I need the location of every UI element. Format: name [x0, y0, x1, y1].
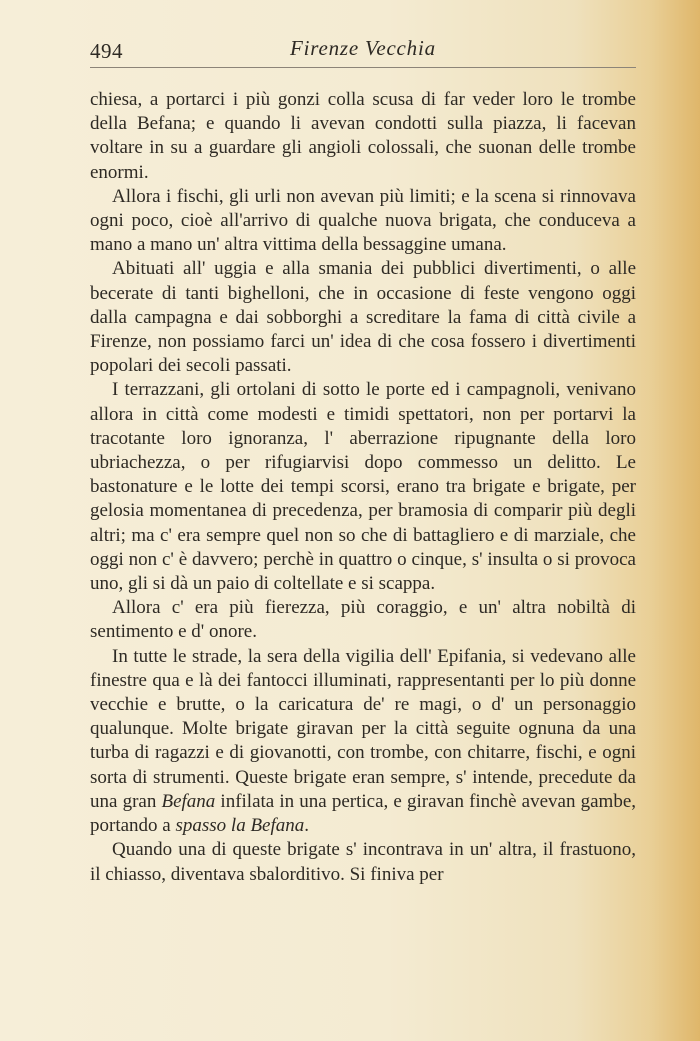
paragraph-6-text-before: In tutte le strade, la sera della vigilia dell' Epifania, si vedevano alle finestre qua e là dei fantocci illuminati, rappresentanti per lo più donne vecchie e brutte, o la caricatura de' re magi, o d' un personaggio qualunque. Molte brigate giravan per la città seguite ognuna da una turba di ragazzi e di giovanotti, con trombe, con chitarre, fischi, e ogni sorta di strumenti. Queste brigate eran sempre, s' intende, precedute da una gran: [90, 645, 636, 812]
italic-befana: Befana: [161, 790, 216, 812]
paragraph-2: Allora i fischi, gli urli non avevan più limiti; e la scena si rinnovava ogni poco, cioè all'arrivo di qualche nuova brigata, che conduceva a mano a mano un' altra vittima della bessaggine umana.: [90, 185, 636, 256]
header-rule: [90, 67, 636, 68]
body-text: [90, 88, 636, 887]
paragraph-6: [90, 645, 636, 839]
paragraph-3: Abituati all' uggia e alla smania dei pubblici divertimenti, o alle becerate di tanti bighelloni, che in occasione di feste vengono oggi dalla campagna e dai sobborghi a screditare la fama di città civile a Firenze, non possiamo farci un' idea di che cosa fossero i divertimenti popolari dei secoli passati.: [90, 258, 636, 377]
paragraph-6-text-after: .: [304, 815, 310, 837]
running-head: [90, 36, 636, 70]
paragraph-1: chiesa, a portarci i più gonzi colla scusa di far veder loro le trombe della Befana; e quando li avevan condotti sulla piazza, li facevan voltare in su a guardare gli angioli colossali, che suonan delle trombe enormi.: [90, 89, 636, 183]
paragraph-5: Allora c' era più fierezza, più coraggio, e un' altra nobiltà di sentimento e d' onore.: [90, 597, 636, 643]
paragraph-6-text-middle: infilata in una pertica, e giravan finchè avevan gambe, portando a: [90, 790, 636, 837]
page-number: 494: [90, 39, 123, 63]
italic-spasso-la-befana: spasso la Befana: [175, 815, 305, 837]
paragraph-4: I terrazzani, gli ortolani di sotto le porte ed i campagnoli, venivano allora in città come modesti e timidi spettatori, non per portarvi la tracotante loro ignoranza, l' aberrazione ripugnante della loro ubriachezza, o per rifugiarvisi dopo commesso un delitto. Le bastonature e le lotte dei tempi scorsi, erano tra brigate e brigate, per gelosia momentanea di precedenza, per bramosia di comparir più degli altri; ma c' era sempre quel non so che di battagliero e di marziale, che oggi non c' è davvero; perchè in quattro o cinque, s' insulta o si provoca uno, gli si dà un paio di coltellate e si scappa.: [90, 379, 636, 595]
running-title: Firenze Vecchia: [290, 36, 436, 60]
paragraph-7: Quando una di queste brigate s' incontrava in un' altra, il frastuono, il chiasso, diventava sbalorditivo. Si finiva per: [90, 839, 636, 885]
